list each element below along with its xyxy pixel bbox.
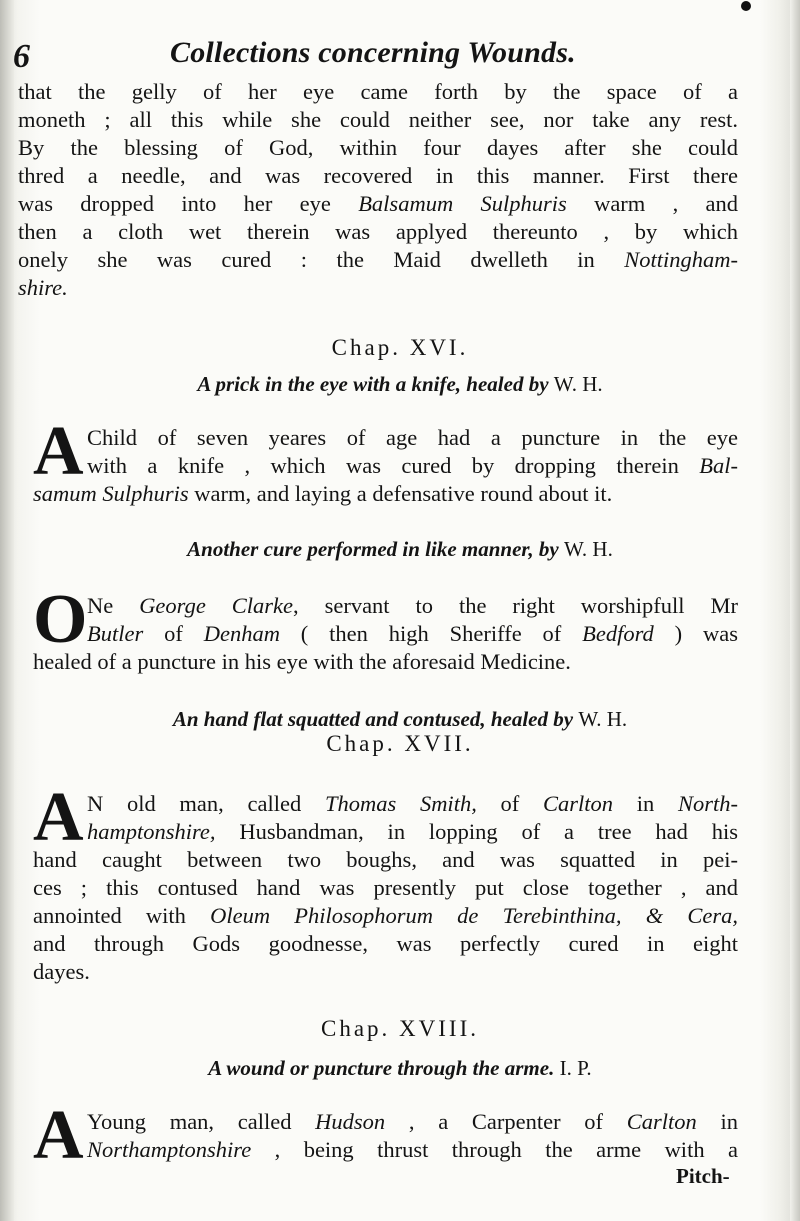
text-line: ces ; this contused hand was presently put close together , and — [33, 875, 738, 900]
paragraph-chap18 — [33, 1097, 738, 1174]
author-initials: W. H. — [578, 707, 628, 731]
text-line — [18, 190, 738, 218]
text-line: thred a needle, and was recovered in this manner. First there — [18, 163, 738, 188]
text-line: moneth ; all this while she could neither see, nor take any rest. — [18, 107, 738, 132]
text-segment: , being thrust through the arme with a — [251, 1137, 738, 1162]
ink-spot — [741, 1, 751, 11]
text-line — [87, 1136, 738, 1164]
italic-place: Carlton — [543, 791, 614, 816]
drop-capital: A — [33, 779, 84, 856]
drop-capital: A — [33, 1097, 84, 1174]
text-segment: warm, and laying a defensative round about it. — [188, 481, 613, 506]
paragraph-chap16 — [33, 413, 738, 508]
text-segment: onely she was cured : the Maid dwelleth in — [18, 247, 625, 272]
text-segment: , servant to the right worshipfull Mr — [293, 593, 738, 618]
text-segment: with a knife , which was cured by dropping therein — [87, 453, 700, 478]
italic-place: Bedford — [582, 621, 654, 646]
italic-name: Butler — [87, 621, 144, 646]
paragraph-clarke — [33, 581, 738, 676]
drop-capital: A — [33, 413, 84, 490]
italic-place: North- — [677, 791, 738, 816]
text-line: shire. — [18, 275, 68, 300]
running-head: Collections concerning Wounds. — [170, 36, 576, 69]
italic-place: Carlton — [626, 1109, 697, 1134]
text-segment: N old man, called — [87, 791, 325, 816]
subhead-text: A prick in the eye with a knife, healed by — [197, 372, 549, 396]
italic-term: Bal- — [699, 453, 738, 478]
subhead-text: A wound or puncture through the arme. — [208, 1056, 555, 1080]
text-segment: in — [613, 791, 678, 816]
text-line — [87, 452, 738, 480]
text-line — [18, 246, 738, 274]
text-line — [87, 620, 738, 648]
text-segment: warm , and — [566, 191, 739, 216]
italic-name: George Clarke — [139, 593, 294, 618]
text-line — [87, 790, 738, 818]
text-line: dayes. — [33, 959, 90, 984]
text-segment: of — [143, 621, 204, 646]
text-line — [33, 902, 738, 930]
section-subhead — [0, 537, 800, 562]
italic-place: hamptonshire, — [87, 819, 216, 844]
italic-place: Northamptonshire — [87, 1137, 252, 1162]
text-line — [87, 592, 738, 620]
text-segment: , a Carpenter of — [385, 1109, 627, 1134]
text-line: hand caught between two boughs, and was squatted in pei- — [33, 847, 738, 872]
italic-term: Oleum Philosophorum de Terebinthina, & Cera, — [210, 903, 739, 928]
italic-place: Nottingham- — [624, 247, 738, 272]
text-line: Child of seven yeares of age had a puncture in the eye — [87, 425, 738, 450]
text-line: and through Gods goodnesse, was perfectly cured in eight — [33, 931, 738, 956]
text-segment: ) was — [653, 621, 738, 646]
page-header — [0, 28, 800, 78]
author-initials: W. H. — [564, 537, 613, 561]
catchword: Pitch- — [676, 1164, 730, 1188]
text-segment: Ne — [87, 593, 140, 618]
text-line: healed of a puncture in his eye with the aforesaid Medicine. — [33, 649, 571, 674]
drop-capital: O — [33, 581, 88, 658]
italic-name: Hudson — [315, 1109, 386, 1134]
text-line — [87, 818, 738, 846]
author-initials: I. P. — [559, 1056, 592, 1080]
chapter-heading: Chap. XVII. — [326, 731, 474, 756]
paragraph-chap17 — [33, 779, 739, 986]
section-subhead — [0, 707, 800, 732]
text-segment: Young man, called — [87, 1109, 316, 1134]
chapter-heading: Chap. XVI. — [331, 335, 469, 360]
text-line — [33, 480, 738, 508]
section-subhead — [0, 1056, 800, 1081]
text-segment: in — [696, 1109, 738, 1134]
page-number: 6 — [13, 38, 30, 75]
text-segment: was dropped into her eye — [18, 191, 359, 216]
chapter-heading: Chap. XVIII. — [321, 1016, 479, 1041]
italic-name: Thomas Smith, — [324, 791, 477, 816]
text-line: By the blessing of God, within four dayes after she could — [18, 135, 738, 160]
subhead-text: Another cure performed in like manner, by — [187, 537, 559, 561]
text-segment: annointed with — [33, 903, 211, 928]
text-segment: of — [476, 791, 544, 816]
italic-place: Denham — [203, 621, 280, 646]
subhead-text: An hand flat squatted and contused, healed by — [172, 707, 574, 731]
text-line — [87, 1108, 738, 1136]
text-segment: ( then high Sheriffe of — [279, 621, 583, 646]
italic-term: samum Sulphuris — [33, 481, 189, 506]
italic-term: Balsamum Sulphuris — [358, 191, 567, 216]
opening-paragraph — [18, 78, 738, 302]
author-initials: W. H. — [553, 372, 603, 396]
text-line: then a cloth wet therein was applyed thereunto , by which — [18, 219, 738, 244]
text-line: that the gelly of her eye came forth by the space of a — [18, 79, 738, 104]
section-subhead — [0, 372, 800, 397]
text-segment: Husbandman, in lopping of a tree had his — [215, 819, 738, 844]
